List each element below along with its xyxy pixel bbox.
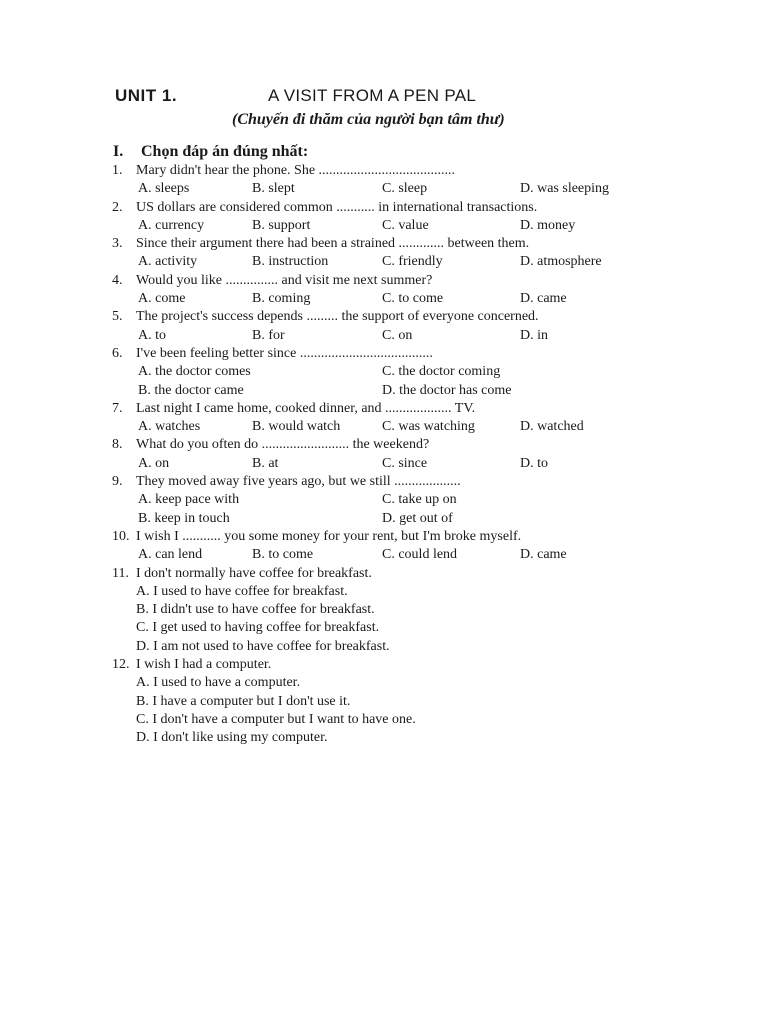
option-c: C. sleep — [382, 181, 428, 197]
option-a: A. keep pace with — [138, 492, 240, 508]
option-a: A. sleeps — [138, 181, 190, 197]
question-number: 7. — [112, 400, 123, 416]
option-a: A. the doctor comes — [138, 364, 251, 380]
question-stem: US dollars are considered common ........... in international transactions. — [136, 199, 538, 215]
question-number: 6. — [112, 345, 123, 361]
option-b: B. for — [252, 327, 285, 343]
question-stem: I wish I ........... you some money for your rent, but I'm broke myself. — [136, 528, 522, 544]
option-c: C. value — [382, 217, 429, 233]
option-b: B. the doctor came — [138, 382, 244, 398]
question-4 — [112, 272, 652, 309]
question-number: 8. — [112, 437, 123, 453]
option-a: A. activity — [138, 254, 198, 270]
question-number: 10. — [112, 528, 130, 544]
section-heading-text: Chọn đáp án đúng nhất: — [141, 143, 309, 160]
section-heading — [113, 143, 308, 161]
option-d: D. I am not used to have coffee for breakfast. — [136, 638, 390, 654]
option-d: D. atmosphere — [520, 254, 602, 270]
option-b: B. coming — [252, 291, 311, 307]
option-c: C. on — [382, 327, 413, 343]
question-number: 5. — [112, 309, 123, 325]
option-a: A. come — [138, 291, 186, 307]
option-a: A. can lend — [138, 547, 203, 563]
question-5 — [112, 308, 652, 345]
question-9 — [112, 473, 652, 528]
option-d: D. get out of — [382, 510, 453, 526]
option-b: B. would watch — [252, 419, 341, 435]
question-number: 3. — [112, 236, 123, 252]
option-b: B. keep in touch — [138, 510, 230, 526]
option-b: B. to come — [252, 547, 314, 563]
section-number: I. — [113, 143, 124, 160]
option-a: A. on — [138, 455, 170, 471]
unit-label: UNIT 1. — [115, 86, 178, 105]
option-d: D. watched — [520, 419, 584, 435]
option-d: D. came — [520, 547, 567, 563]
question-stem: What do you often do ......................... the weekend? — [136, 437, 430, 453]
option-c: C. could lend — [382, 547, 458, 563]
question-stem: They moved away five years ago, but we still ................... — [136, 474, 461, 490]
option-b: B. slept — [252, 181, 295, 197]
option-d: D. to — [520, 455, 548, 471]
question-stem: Since their argument there had been a strained ............. between them. — [136, 236, 530, 252]
question-8 — [112, 436, 652, 473]
unit-title: A VISIT FROM A PEN PAL — [268, 86, 477, 105]
option-d: D. in — [520, 327, 548, 343]
question-number: 1. — [112, 163, 123, 178]
question-number: 2. — [112, 199, 123, 215]
question-number: 9. — [112, 474, 123, 490]
question-number: 11. — [112, 565, 129, 581]
question-7 — [112, 400, 652, 437]
option-c: C. to come — [382, 291, 444, 307]
option-c: C. I don't have a computer but I want to have one. — [136, 711, 416, 727]
question-number: 4. — [112, 272, 123, 288]
question-stem: I've been feeling better since ...................................... — [136, 345, 433, 361]
question-3 — [112, 235, 652, 272]
option-a: A. I used to have coffee for breakfast. — [136, 583, 348, 599]
option-b: B. I have a computer but I don't use it. — [136, 693, 351, 709]
option-c: C. friendly — [382, 254, 443, 270]
option-c: C. was watching — [382, 419, 475, 435]
question-stem: Last night I came home, cooked dinner, and ................... TV. — [136, 400, 476, 416]
question-6 — [112, 345, 652, 400]
option-c: C. I get used to having coffee for breakfast. — [136, 620, 380, 636]
question-2 — [112, 199, 652, 236]
option-b: B. at — [252, 455, 279, 471]
question-10 — [112, 528, 652, 565]
question-list — [112, 162, 652, 748]
question-stem: Mary didn't hear the phone. She ....................................... — [136, 163, 456, 178]
option-d: D. was sleeping — [520, 181, 610, 197]
option-c: C. since — [382, 455, 428, 471]
option-c: C. take up on — [382, 492, 457, 508]
question-1 — [112, 162, 652, 199]
option-b: B. instruction — [252, 254, 329, 270]
question-11 — [112, 565, 652, 656]
option-a: A. to — [138, 327, 166, 343]
option-d: D. the doctor has come — [382, 382, 512, 398]
option-c: C. the doctor coming — [382, 364, 501, 380]
option-a: A. I used to have a computer. — [136, 675, 301, 691]
option-d: D. came — [520, 291, 567, 307]
option-b: B. I didn't use to have coffee for breakfast. — [136, 602, 375, 618]
option-a: A. currency — [138, 217, 205, 233]
option-b: B. support — [252, 217, 311, 233]
question-stem: I wish I had a computer. — [136, 657, 272, 673]
question-number: 12. — [112, 657, 130, 673]
question-stem: The project's success depends ......... the support of everyone concerned. — [136, 309, 539, 325]
question-stem: I don't normally have coffee for breakfast. — [136, 565, 372, 581]
question-stem: Would you like ............... and visit me next summer? — [136, 272, 433, 288]
question-12 — [112, 656, 652, 747]
option-d: D. I don't like using my computer. — [136, 730, 328, 746]
option-d: D. money — [520, 217, 576, 233]
unit-subtitle: (Chuyến đi thăm của người bạn tâm thư) — [232, 111, 505, 128]
option-a: A. watches — [138, 419, 201, 435]
